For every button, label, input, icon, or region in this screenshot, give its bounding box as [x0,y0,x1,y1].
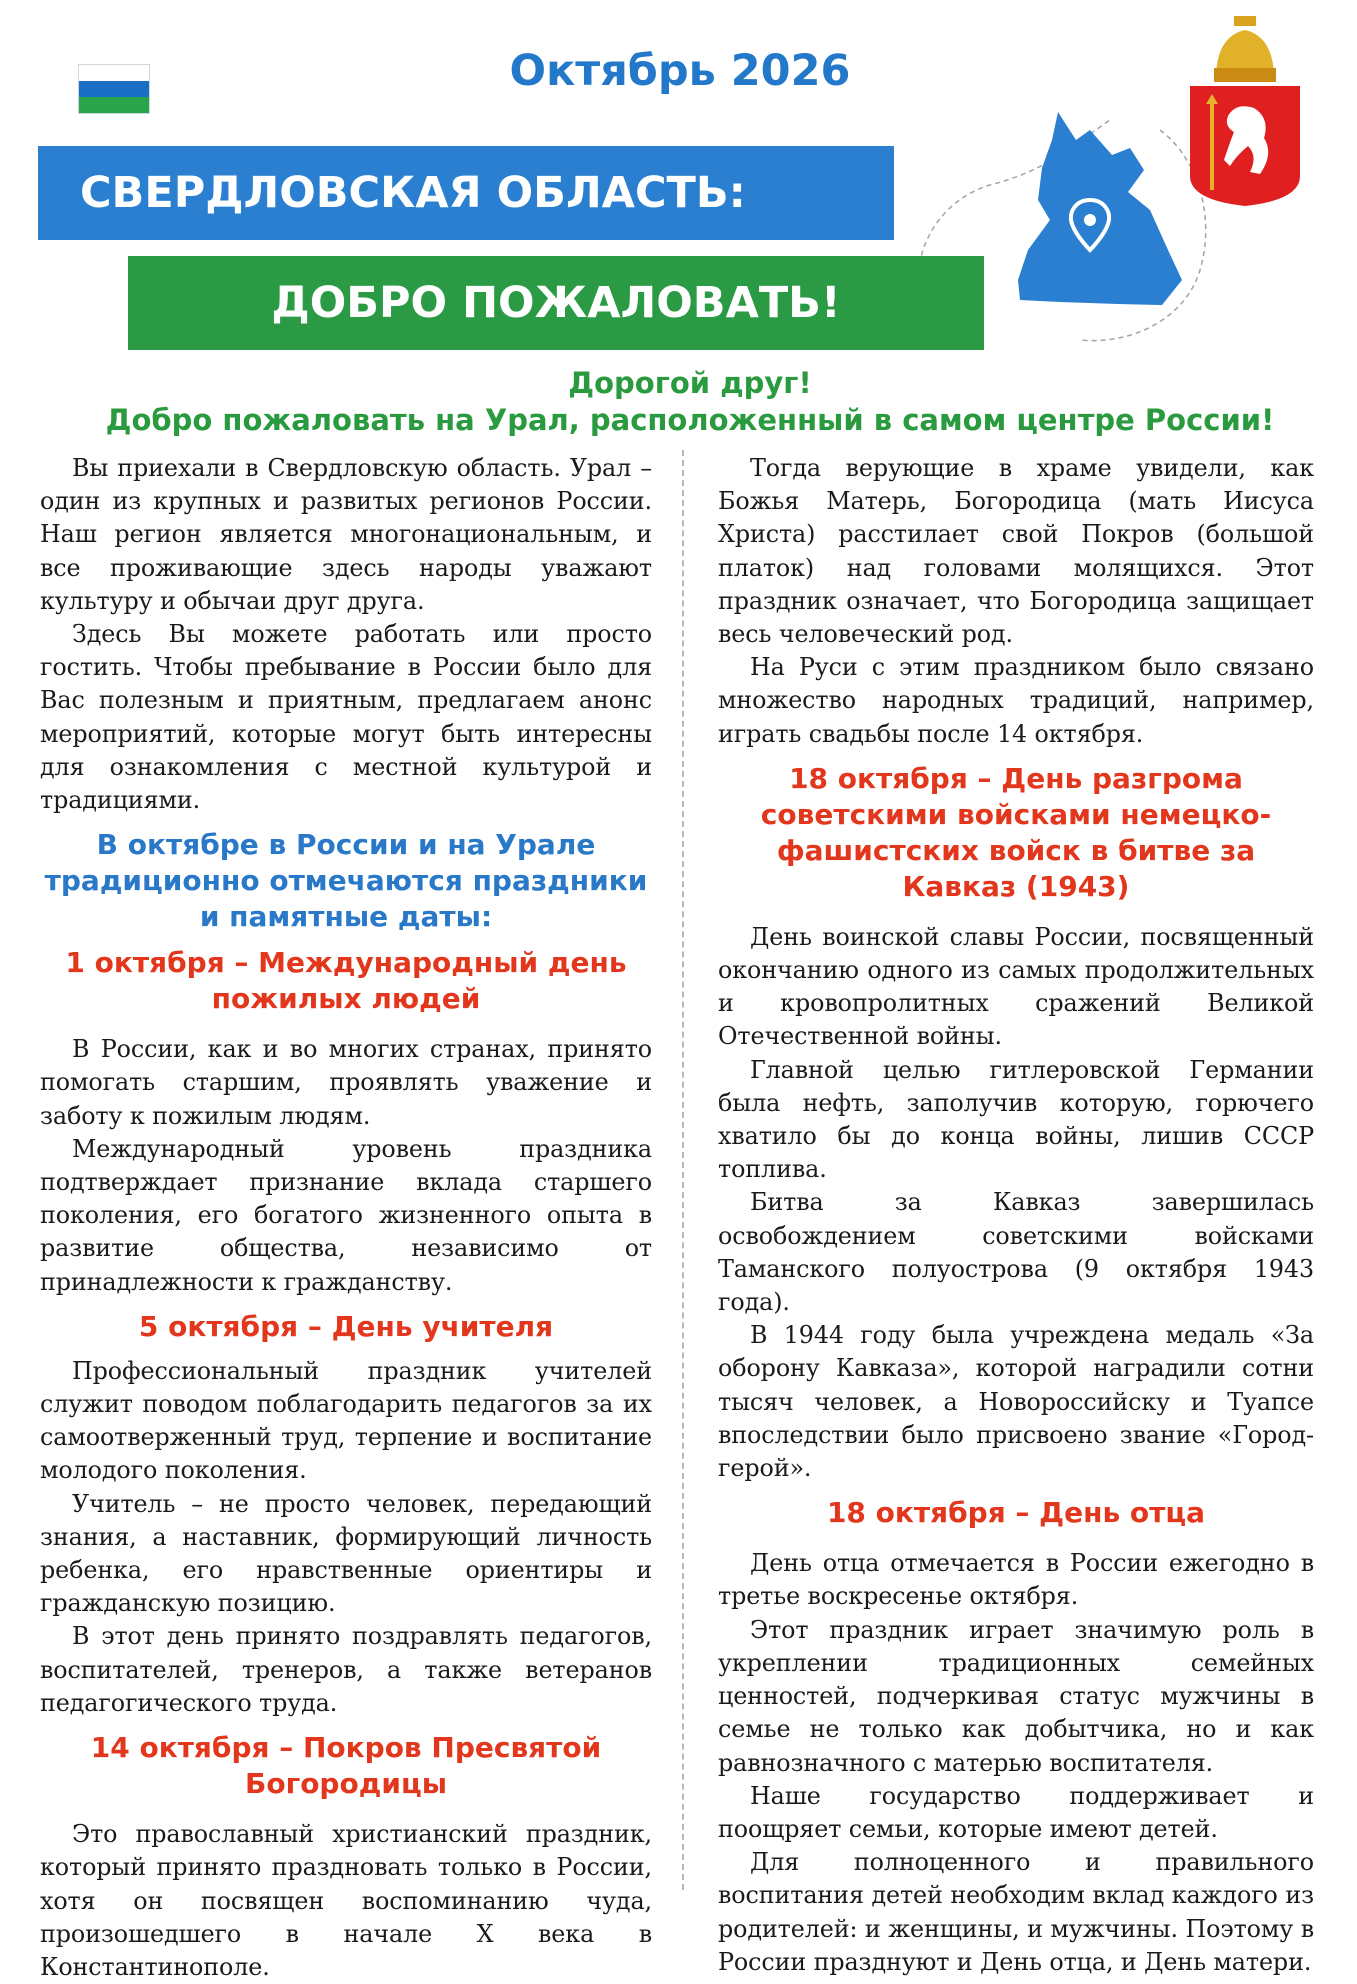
oct1-paragraph-1: В России, как и во многих странах, принято помогать старшим, проявлять уважение и заботу к пожилым людям. [40,1035,652,1130]
intro-paragraph-2: Здесь Вы можете работать или просто гостить. Чтобы пребывание в России было для Вас полезным и приятным, предлагаем анонс мероприятий, которые могут быть интересны для ознакомления с местной культурой и традициями. [40,620,652,815]
banner-region [38,146,894,240]
oct1-paragraph-2: Международный уровень праздника подтверждает признание вклада старшего поколения, его богатого жизненного опыта в развитие общества, независимо от принадлежности к гражданству. [40,1134,652,1296]
left-column [40,452,652,1984]
banner-welcome [128,256,984,350]
intro-paragraph-1: Вы приехали в Свердловскую область. Урал – один из крупных и развитых регионов России. Наш регион является многонациональным, и все проживающие здесь народы уважают культуру и обычаи друг друга. [40,454,652,615]
oct5-paragraph-1: Профессиональный праздник учителей служит поводом поблагодарить педагогов за их самоотверженный труд, терпение и воспитание молодого поколения. [40,1356,652,1485]
oct1-heading: 1 октября – Международный день пожилых людей [65,946,627,1016]
oct14-heading: 14 октября – Покров Пресвятой Богородицы [90,1731,602,1801]
oct18b-heading: 18 октября – День отца [826,1496,1206,1530]
oct5-heading: 5 октября – День учителя [138,1309,554,1343]
oct14-paragraph-2: Тогда верующие в храме увидели, как Божья Матерь, Богородица (мать Иисуса Христа) расстилает свой Покров (большой платок) над головами молящихся. Этот праздник означает, что Богородица защищает весь человеческий род. [718,454,1314,649]
oct14-paragraph-1: Это православный христианский праздник, который принято праздновать только в России, хотя он посвящен воспоминанию чуда, произошедшего в начале X века в Константинополе. [40,1820,652,1981]
banner-region-text: СВЕРДЛОВСКАЯ ОБЛАСТЬ: [80,168,746,218]
map-city-label: Екатеринбург [1047,305,1135,318]
oct5-paragraph-3: В этот день принято поздравлять педагогов, воспитателей, тренеров, а также ветеранов педагогического труда. [40,1622,652,1717]
oct18b-paragraph-2: Этот праздник играет значимую роль в укреплении традиционных семейных ценностей, подчеркивая статус мужчины в семье не только как добытчика, но и как равнозначного с матерью воспитателя. [718,1615,1314,1777]
column-divider [682,450,684,1890]
oct14-paragraph-3: На Руси с этим праздником было связано множество народных традиций, например, играть свадьбы после 14 октября. [718,653,1314,748]
oct18a-heading: 18 октября – День разгрома советскими войсками немецко-фашистских войск в битве за Кавказ (1943) [760,761,1272,903]
oct18a-paragraph-3: Битва за Кавказ завершилась освобождением советскими войсками Таманского полуострова (9 октября 1943 года). [718,1188,1314,1317]
flag-icon [78,64,150,114]
oct18a-paragraph-2: Главной целью гитлеровской Германии была нефть, заполучив которую, горючего хватило бы до конца войны, лишив СССР топлива. [718,1055,1314,1184]
oct18a-paragraph-4: В 1944 году была учреждена медаль «За оборону Кавказа», которой наградили сотни тысяч человек, а Новороссийску и Туапсе впоследствии было присвоено звание «Город-герой». [718,1321,1314,1483]
greeting-line-2: Добро пожаловать на Урал, расположенный в самом центре России! [105,403,1275,437]
right-column [718,452,1314,1979]
oct18a-paragraph-1: День воинской славы России, посвященный окончанию одного из самых продолжительных и кровопролитных сражений Великой Отечественной войны. [718,922,1314,1051]
oct18b-paragraph-4: Для полноценного и правильного воспитания детей необходим вклад каждого из родителей: и женщины, и мужчины. Поэтому в России празднуют и День отца, и День матери. [718,1848,1314,1976]
oct5-paragraph-2: Учитель – не просто человек, передающий знания, а наставник, формирующий личность ребенка, его нравственные ориентиры и гражданскую позицию. [40,1489,652,1618]
oct18b-paragraph-1: День отца отмечается в России ежегодно в третье воскресенье октября. [718,1549,1314,1611]
banner-welcome-text: ДОБРО ПОЖАЛОВАТЬ! [271,278,841,328]
oct18b-paragraph-3: Наше государство поддерживает и поощряет семьи, которые имеют детей. [718,1781,1314,1843]
month-title: Октябрь 2026 [509,46,851,96]
greeting-line-1: Дорогой друг! [568,366,812,400]
coat-of-arms-icon [1186,16,1304,206]
section-heading: В октябре в России и на Урале традиционно отмечаются праздники и памятные даты: [44,828,648,934]
